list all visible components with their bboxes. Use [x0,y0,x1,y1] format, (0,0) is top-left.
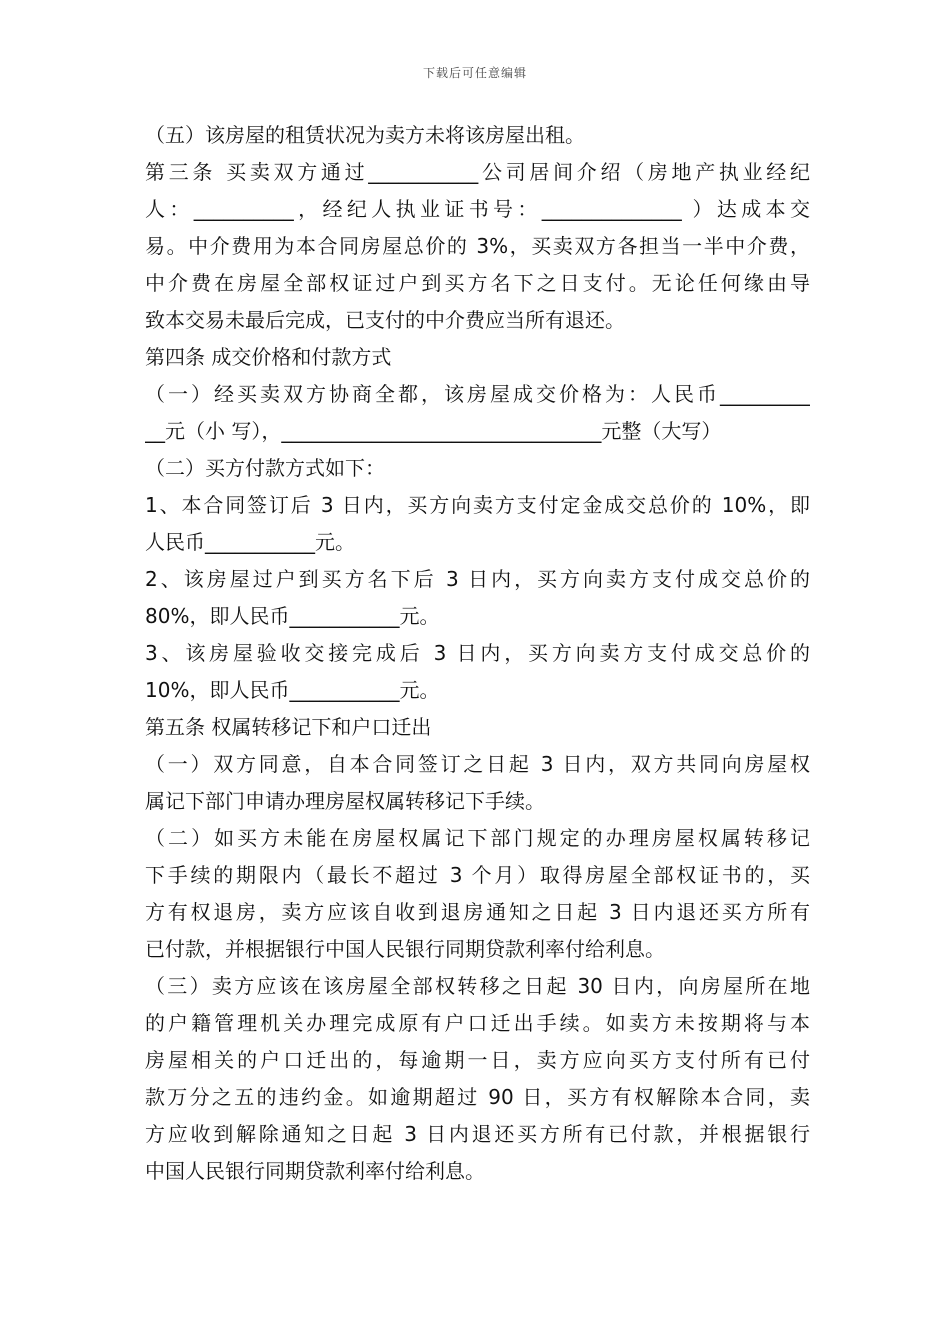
page-header: 下载后可任意编辑 [422,66,527,80]
text-line: 80%，即人民币___________元。 [145,604,440,628]
text-line: 中国人民银行同期贷款利率付给利息。 [145,1159,485,1183]
text-line: （二）如买方未能在房屋权属记下部门规定的办理房屋权属转移记 [145,826,810,850]
text-line: 的户籍管理机关办理完成原有户口迁出手续。如卖方未按期将与本 [145,1011,810,1035]
text-line: 已付款，并根据银行中国人民银行同期贷款利率付给利息。 [145,937,665,961]
text-line: 房屋相关的户口迁出的，每逾期一日，卖方应向买方支付所有已付 [145,1048,810,1072]
text-line: 第三条 买卖双方通过___________公司居间介绍（房地产执业经纪 [145,160,810,184]
text-line: 方有权退房，卖方应该自收到退房通知之日起 3 日内退还买方所有 [145,900,810,924]
text-line: （三）卖方应该在该房屋全部权转移之日起 30 日内，向房屋所在地 [145,974,810,998]
text-line: （一）双方同意，自本合同签订之日起 3 日内，双方共同向房屋权 [145,752,810,776]
text-line: 2、该房屋过户到买方名下后 3 日内，买方向卖方支付成交总价的 [145,567,810,591]
section-heading: 第五条 权属转移记下和户口迁出 [145,715,432,739]
document-body [145,117,810,1190]
text-line: 人：__________，经纪人执业证书号：______________ ）达成本交 [145,197,810,221]
text-line: 10%，即人民币___________元。 [145,678,440,702]
section-heading: 第四条 成交价格和付款方式 [145,345,392,369]
text-line: （一）经买卖双方协商全都，该房屋成交价格为：人民币_________ [145,382,810,406]
text-line: 下手续的期限内（最长不超过 3 个月）取得房屋全部权证书的，买 [145,863,810,887]
text-line: 中介费在房屋全部权证过户到买方名下之日支付。无论任何缘由导 [145,271,810,295]
text-line: 人民币___________元。 [145,530,355,554]
text-line: 属记下部门申请办理房屋权属转移记下手续。 [145,789,545,813]
text-line: 3、该房屋验收交接完成后 3 日内，买方向卖方支付成交总价的 [145,641,810,665]
text-line: 方应收到解除通知之日起 3 日内退还买方所有已付款，并根据银行 [145,1122,810,1146]
text-line: （二）买方付款方式如下： [145,456,385,480]
text-line: 致本交易未最后完成，已支付的中介费应当所有退还。 [145,308,625,332]
text-line: __元（小 写），________________________________元整（大写） [145,419,722,443]
text-line: （五）该房屋的租赁状况为卖方未将该房屋出租。 [145,123,585,147]
text-line: 1、本合同签订后 3 日内，买方向卖方支付定金成交总价的 10%，即 [145,493,810,517]
text-line: 易。中介费用为本合同房屋总价的 3%，买卖双方各担当一半中介费， [145,234,810,258]
text-line: 款万分之五的违约金。如逾期超过 90 日，买方有权解除本合同，卖 [145,1085,810,1109]
